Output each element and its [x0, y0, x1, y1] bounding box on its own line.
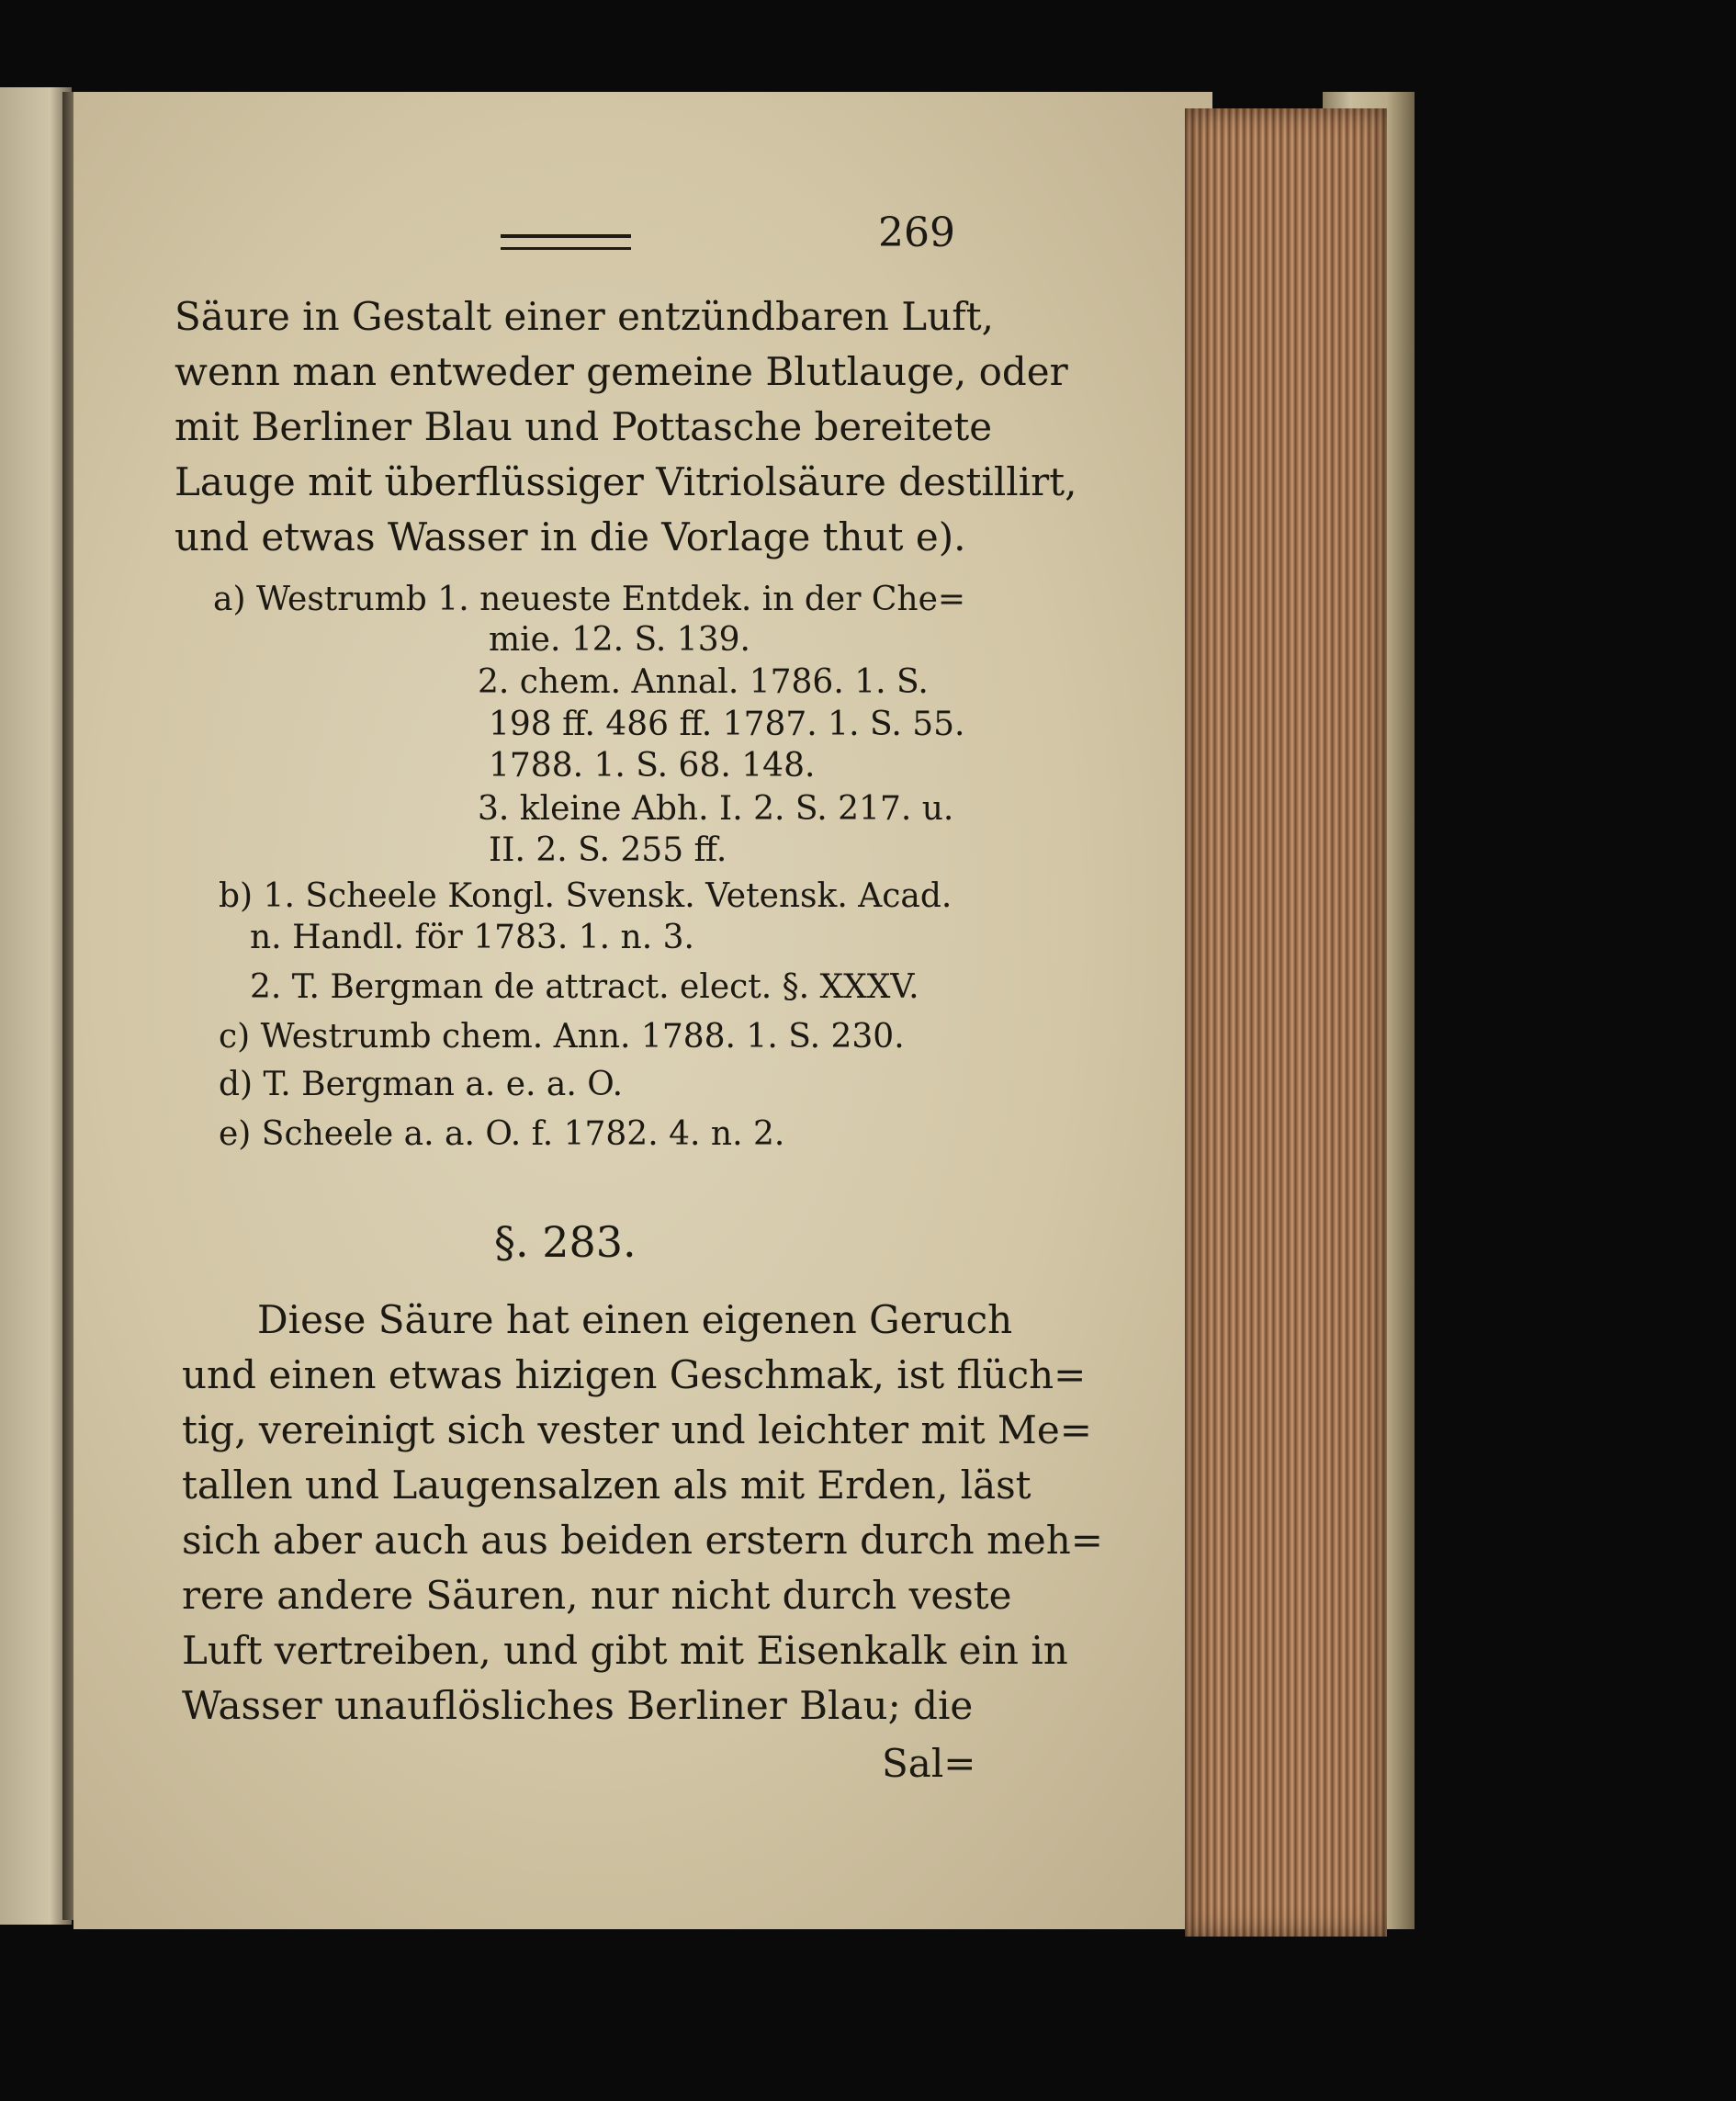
paragraph-line: Diese Säure hat einen eigenen Geruch [257, 1297, 1013, 1342]
page-number: 269 [878, 209, 955, 256]
paragraph-line: tallen und Laugensalzen als mit Erden, läst [182, 1463, 1031, 1508]
page-stack-edge [1185, 108, 1387, 1937]
footnote-line: a) Westrumb 1. neueste Entdek. in der Che= [213, 581, 966, 618]
footnote-line: mie. 12. S. 139. [489, 621, 750, 659]
header-rule [501, 234, 631, 250]
paragraph-line: tig, vereinigt sich vester und leichter mit Me= [182, 1407, 1092, 1452]
footnote-line: 2. T. Bergman de attract. elect. §. XXXV. [250, 968, 919, 1006]
paragraph-line: Lauge mit überflüssiger Vitriolsäure destillirt, [175, 459, 1077, 504]
footnote-line: c) Westrumb chem. Ann. 1788. 1. S. 230. [219, 1018, 905, 1056]
paragraph-line: und einen etwas hizigen Geschmak, ist flüch= [182, 1352, 1087, 1397]
footnote-line: b) 1. Scheele Kongl. Svensk. Vetensk. Acad. [219, 877, 953, 915]
paragraph-line: Luft vertreiben, und gibt mit Eisenkalk ein in [182, 1628, 1068, 1673]
footnote-line: 3. kleine Abh. I. 2. S. 217. u. [478, 790, 954, 828]
paragraph-line: und etwas Wasser in die Vorlage thut e). [175, 514, 966, 559]
paragraph-line: sich aber auch aus beiden erstern durch meh= [182, 1518, 1103, 1563]
footnote-line: e) Scheele a. a. O. f. 1782. 4. n. 2. [219, 1115, 785, 1153]
footnote-line: n. Handl. för 1783. 1. n. 3. [250, 919, 694, 956]
footnote-line: II. 2. S. 255 ff. [489, 831, 727, 869]
footnote-line: 2. chem. Annal. 1786. 1. S. [478, 663, 929, 701]
paragraph-line: Säure in Gestalt einer entzündbaren Luft, [175, 294, 995, 339]
footnote-line: d) T. Bergman a. e. a. O. [219, 1066, 624, 1103]
paragraph-line: mit Berliner Blau und Pottasche bereitete [175, 404, 993, 449]
paragraph-line: rere andere Säuren, nur nicht durch veste [182, 1573, 1012, 1618]
footnote-line: 1788. 1. S. 68. 148. [489, 747, 816, 785]
section-heading: §. 283. [494, 1217, 637, 1267]
paragraph-line: wenn man entweder gemeine Blutlauge, oder [175, 349, 1068, 394]
left-page-edge [0, 87, 72, 1925]
catchword: Sal= [882, 1741, 976, 1786]
paragraph-line: Wasser unauflösliches Berliner Blau; die [182, 1683, 974, 1728]
footnote-line: 198 ff. 486 ff. 1787. 1. S. 55. [489, 706, 965, 743]
